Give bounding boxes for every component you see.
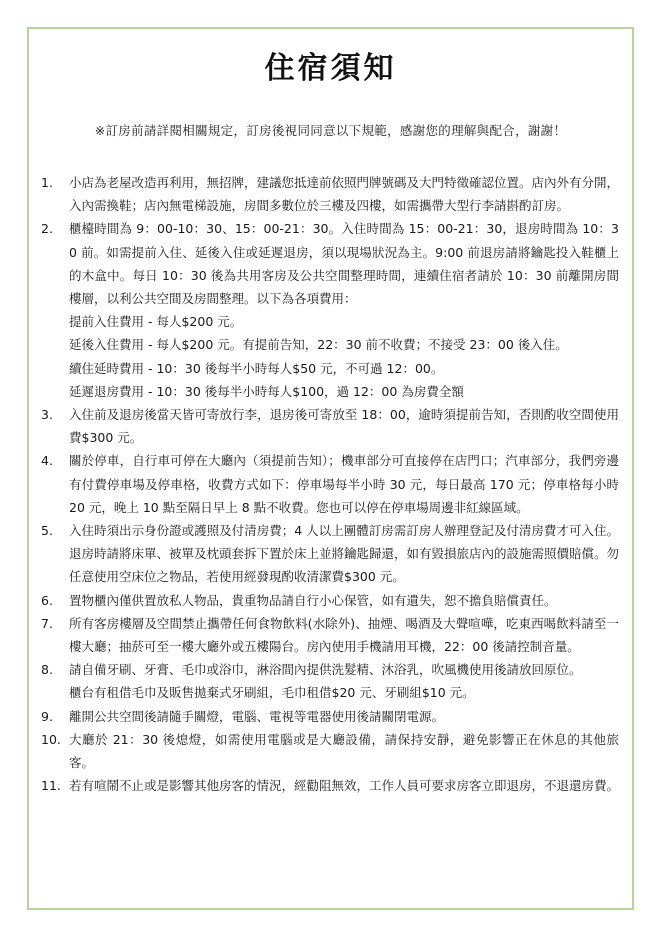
rule-line: 離開公共空間後請隨手關燈，電腦、電視等電器使用後請關閉電源。 (69, 708, 445, 724)
rule-line: 請自備牙刷、牙膏、毛巾或浴巾，淋浴間內提供洗髮精、沐浴乳，吹風機使用後請放回原位。 (69, 662, 582, 678)
rule-line: 關於停車，自行車可停在大廳內（須提前告知）；機車部分可直接停在店門口；汽車部分，我們旁邊有付費停車場及停車格，收費方式如下：停車場每半小時 30 元，每日最高 170 元；停車格每小時 20 元，晚上 10 點至隔日早上 8 點不收費。您也可以停在停車場周邊非紅線區域。 (69, 453, 619, 515)
rule-number: 4. (41, 453, 53, 469)
rule-text (69, 449, 619, 519)
rule-number: 10. (41, 731, 61, 747)
intro-note: ※訂房前請詳閱相關規定，訂房後視同同意以下規範，感謝您的理解與配合，謝謝！ (94, 123, 567, 138)
rule-number: 2. (41, 221, 53, 237)
rule-item (41, 705, 619, 728)
rule-number: 7. (41, 615, 53, 631)
rule-line: 延後入住費用 - 每人$200 元。有提前告知，22：30 前不收費；不接受 23：00 後入住。 (69, 337, 568, 353)
rule-text (69, 403, 619, 449)
rule-text (69, 612, 619, 658)
rule-item (41, 519, 619, 589)
rule-line: 提前入住費用 - 每人$200 元。 (69, 314, 243, 330)
rule-line: 入住時須出示身份證或護照及付清房費；4 人以上團體訂房需訂房人辦理登記及付清房費才可入住。退房時請將床單、被單及枕頭套拆下置於床上並將鑰匙歸還，如有毀損旅店內的設施需照價賠償。勿任意使用空床位之物品，若使用經發現酌收清潔費$300 元。 (69, 523, 620, 585)
rule-text (69, 217, 619, 403)
rule-item (41, 774, 619, 797)
rule-line: 置物櫃內僅供置放私人物品，貴重物品請自行小心保管，如有遺失，恕不擔負賠償責任。 (69, 592, 557, 608)
rule-number: 6. (41, 592, 53, 608)
rule-line: 小店為老屋改造再利用，無招牌，建議您抵達前依照門牌號碼及大門特徵確認位置。店內外有分開，入內需換鞋；店內無電梯設施，房間多數位於三樓及四樓，如需攜帶大型行李請斟酌訂房。 (69, 175, 620, 214)
rule-number: 8. (41, 662, 53, 678)
rule-text (69, 728, 619, 774)
notice-frame (27, 27, 634, 910)
rule-item (41, 171, 619, 217)
rule-text (69, 519, 619, 589)
rule-text (69, 171, 619, 217)
page-title: 住宿須知 (264, 51, 397, 86)
rule-line: 若有喧鬧不止或是影響其他房客的情況，經勸阻無效，工作人員可要求房客立即退房，不退還房費。 (69, 778, 620, 794)
rule-item (41, 728, 619, 774)
rule-item (41, 658, 619, 704)
rule-number: 1. (41, 175, 53, 190)
rule-line: 櫃檯時間為 9：00-10：30、15：00-21：30。入住時間為 15：00-21：30，退房時間為 10：30 前。如需提前入住、延後入住或延遲退房，須以現場狀況為主。9:00 前退房請將鑰匙投入鞋櫃上的木盒中。每日 10：30 後為共用客房及公共空間整理時間，連續住宿者請於 10：30 前離開房間樓層，以利公共空間及房間整理。以下為各項費用： (69, 221, 619, 307)
rule-number: 9. (41, 708, 53, 724)
rule-line: 大廳於 21：30 後熄燈，如需使用電腦或是大廳設備，請保持安靜，避免影響正在休息的其他旅客。 (69, 731, 619, 771)
rule-item (41, 449, 619, 519)
rule-line: 延遲退房費用 - 10：30 後每半小時每人$100，過 12：00 為房費全額 (69, 383, 464, 399)
rule-number: 5. (41, 523, 53, 539)
rule-text (69, 774, 619, 797)
rule-text (69, 705, 619, 728)
rule-item (41, 403, 619, 449)
rule-line: 所有客房樓層及空間禁止攜帶任何食物飲料(水除外)、抽煙、喝酒及大聲喧嘩，吃東西喝飲料請至一樓大廳；抽菸可至一樓大廳外或五樓陽台。房內使用手機請用耳機，22：00 後請控制音量。 (69, 615, 619, 655)
rule-text (69, 589, 619, 612)
rule-line: 續住延時費用 - 10：30 後每半小時每人$50 元，不可過 12：00。 (69, 360, 444, 376)
rule-item (41, 589, 619, 612)
rule-number: 11. (41, 778, 61, 794)
rule-number: 3. (41, 407, 53, 423)
rule-line: 入住前及退房後當天皆可寄放行李，退房後可寄放至 18：00，逾時須提前告知，否則酌收空間使用費$300 元。 (69, 407, 619, 446)
rule-text (69, 658, 619, 704)
rule-line: 櫃台有租借毛巾及販售拋棄式牙刷組，毛巾租借$20 元、牙刷組$10 元。 (69, 685, 475, 701)
rule-item (41, 612, 619, 658)
rules-list (41, 171, 619, 797)
rule-item (41, 217, 619, 403)
